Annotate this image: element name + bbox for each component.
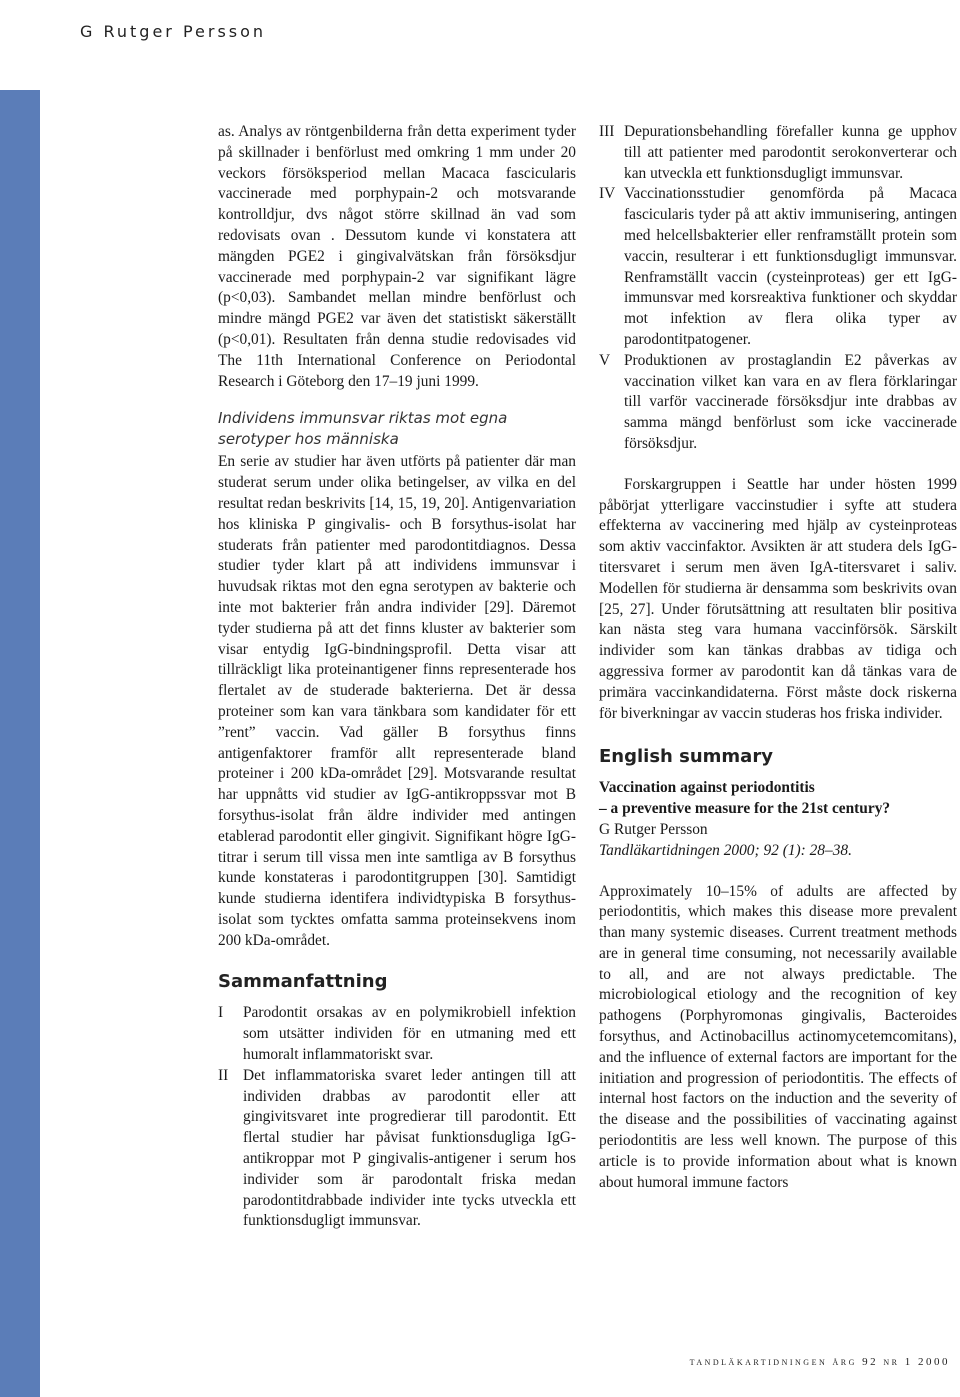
summary-item [218,1066,576,1232]
summary-item-text: Depurationsbehandling förefaller kunna ge upphov till att patienter med parodontit serokonverterar och kan utveckla ett funktionsdugligt immunsvar. [624,123,957,182]
summary-item [218,1003,576,1065]
summary-item-text: Parodontit orsakas av en polymikrobiell infektion som utsätter individen för en utmaning med ett humoralt inflammatoriskt svar. [243,1004,576,1064]
summary-item-text: Det inflammatoriska svaret leder antingen till att individen drabbas av parodontit eller att gingivitsvaret inte progredierar till parodontit. Ett flertal studier har påvisat funktionsdugliga IgG-antikroppar mot P gingivalis-antigener i serum hos individer som är parodontalt friska medan parodontitdrabbade individer inte tycks utveckla ett funktionsdugligt immunsvar. [243,1066,576,1230]
summary-item-text: Vaccinationsstudier genomförda på Macaca fascicularis tyder på att aktiv immunisering, antingen med helcellsbakterier eller renframställt protein som vaccin, resulterar i ett funktionsdugligt immunsvar. Renframställt vaccin (cysteinproteas) ger ett IgG-immunsvar med korsreaktiva funktioner och skyddar mot infektion av flera olika typer av parodontitpatogener. [624,185,957,348]
summary-list-left [218,1003,576,1232]
summary-citation: Tandläkartidningen 2000; 92 (1): 28–38. [599,841,852,859]
summary-list-right [599,122,957,455]
summary-item [599,122,957,184]
page-footer: tandläkartidningen årg 92 nr 1 2000 [689,1356,950,1368]
summary-item [599,351,957,455]
summary-item-text: Produktionen av prostaglandin E2 påverkas av vaccination vilket kan vara en av flera förklaringar till varför vaccinerade försöksdjur inte drabbas av samma mängd benförlust som icke vaccinerade försöksdjur. [624,351,957,452]
english-paragraph: Approximately 10–15% of adults are affected by periodontitis, which makes this disease more prevalent than many systemic diseases. Current treatment methods are in general time consuming, not necessarily available to all, and are not always predictable. The microbiological etiology and the recognition of key pathogens (Porphyromonas gingivalis, Bacteroides forsythus, and Actinobacillus actinomycetemcomitans), and the influence of external factors are important for the initiation and progression of periodontitis. The effects of internal host factors on the induction and the severity of the disease and the possibilities of vaccinating against periodontitis are less well known. The purpose of this article is to provide information about what is known about humoral immune factors [599,882,957,1191]
summary-heading: Sammanfattning [218,971,388,993]
immune-paragraph: En serie av studier har även utförts på patienter där man studerat serum under olika betingelser, av vilka en del resultat redan beskrivits [14, 15, 19, 20]. Antigenvariation hos kliniska P gingivalis- och B forsythus-isolat har studerats från patienter med parodontitdiagnos. Dessa studier tyder klart på att individens immunsvar i huvudsak riktas mot den egna serotypen av bakterie och inte mot bakterier från andra individer [29]. Däremot tyder studierna på att det finns kluster av bakterier som visar entydig IgG-bindningsprofil. Detta visar att tillräckligt lika proteinantigener finns representerade hos flertalet av de studerade bakterierna. Det är dessa proteiner som kan vara tänkbara som kandidater för ett ”rent” vaccin. Vad gäller B forsythus finns antigenfaktorer framför allt representerade bland proteiner i 200 kDa-området [29]. Motsvarande resultat har uppnåtts vid studier av IgG-antikroppssvar mot B forsythus-isolat från äldre individer med antingen etablerad parodontit eller gingivit. Signifikant högre IgG-titrar i serum till vissa men inte samtliga av B forsythus kunde konstateras i parodontitgruppen [30]. Samtidigt kunde studierna identifera individtypiska B forsythus-isolat som tycktes omfatta samma proteinsekvens inom 200 kDa-området. [218,453,576,949]
summary-item-number: III [599,123,615,140]
subheading: Individens immunsvar riktas mot egna serotyper hos människa [218,409,508,449]
intro-paragraph: as. Analys av röntgenbilderna från detta experiment tyder på skillnader i benförlust med omkring 1 mm under 20 veckors försöksperiod mellan Macaca fascicularis vaccinerade med porphypain-2 och motsvarande kontrolldjur, dvs något större skillnad än vad som redovisats ovan . Dessutom kunde vi konstatera att mängden PGE2 i gingivalvätskan från försöksdjur vaccinerade med porphypain-2 var signifikant lägre (p<0,03). Sambandet mellan mindre benförlust och mindre mängd PGE2 var även det statistiskt säkerställt (p<0,01). Resultaten från denna studie redovisades vid The 11th International Conference on Periodontal Research i Göteborg den 17–19 juni 1999. [218,123,576,390]
running-head: G Rutger Persson [80,22,267,41]
summary-item-number: V [599,351,611,369]
summary-item-number: I [218,1004,224,1022]
seattle-paragraph: Forskargruppen i Seattle har under hösten 1999 påbörjat ytterligare vaccinstudier i syfte att studera effekterna av vaccinering med hjälp av cysteinproteas som aktiv vaccinfaktor. Avsikten är att studera dels IgG-titersvaret i serum men även IgA-titersvaret i saliv. Modellen för studierna är densamma som beskrivits ovan [25, 27]. Under förutsättning att resultaten blir positiva kan nästa steg vara humana vaccinförsök. Särskilt individer som kan tänkas drabbas av tidiga och aggressiva former av parodontit kan då tänkas vara de primära vaccinkandidaterna. Först måste dock riskerna för biverkningar av vaccin studeras hos friska individer. [599,475,957,722]
left-column [218,122,576,1232]
english-summary-heading: English summary [599,746,773,768]
summary-author: G Rutger Persson [599,820,708,838]
summary-item-number: II [218,1066,229,1084]
summary-title-line2: – a preventive measure for the 21st century? [599,800,891,818]
summary-title-line1: Vaccination against periodontitis [599,779,815,797]
summary-item-number: IV [599,185,616,203]
right-column [599,122,957,1193]
summary-item [599,184,957,350]
sidebar-color-bar [0,90,40,1397]
